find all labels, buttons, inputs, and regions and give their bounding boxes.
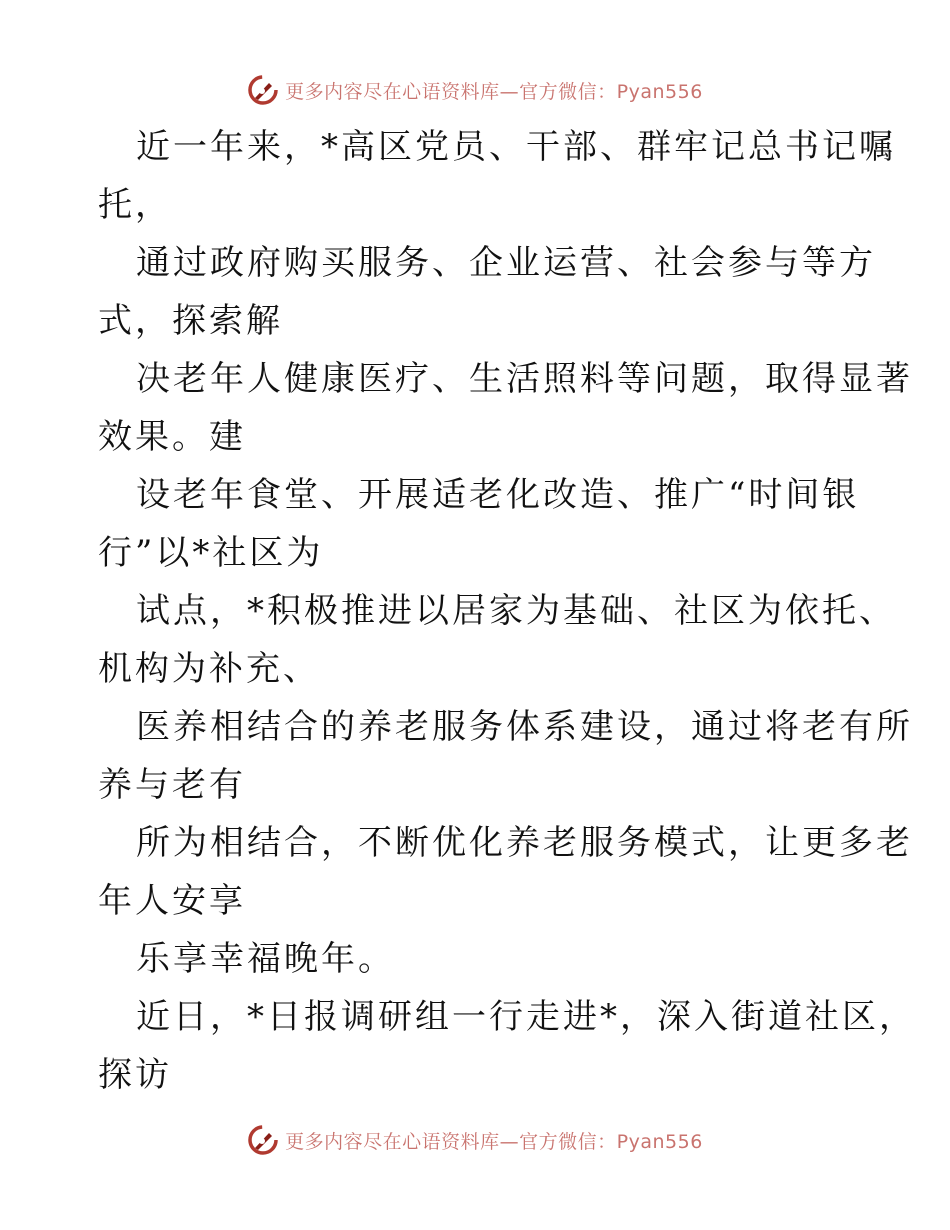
body-line: 近一年来，*高区党员、干部、群牢记总书记嘱: [136, 127, 896, 167]
body-line: 机构为补充、: [98, 649, 320, 689]
body-line: 近日，*日报调研组一行走进*，深入街道社区，: [136, 997, 916, 1037]
ink-brush-logo-icon: [247, 74, 279, 106]
body-line: 探访: [98, 1055, 172, 1095]
body-line: 决老年人健康医疗、生活照料等问题，取得显著: [136, 359, 913, 399]
ink-brush-logo-icon: [247, 1124, 279, 1156]
body-line: 试点，*积极推进以居家为基础、社区为依托、: [136, 591, 896, 631]
body-line: 行”以*社区为: [98, 533, 324, 573]
body-line: 通过政府购买服务、企业运营、社会参与等方: [136, 243, 876, 283]
document-body: [98, 118, 916, 1104]
body-line: 托，: [98, 185, 172, 225]
body-line: 年人安享: [98, 881, 246, 921]
body-line: 医养相结合的养老服务体系建设，通过将老有所: [136, 707, 913, 747]
body-line: 式，探索解: [98, 301, 283, 341]
page-header-watermark: [0, 70, 950, 110]
page-footer-watermark: [0, 1120, 950, 1160]
footer-text: 更多内容尽在心语资料库—官方微信：Pyan556: [285, 1130, 703, 1153]
body-line: 乐享幸福晚年。: [136, 939, 395, 979]
body-line: 所为相结合，不断优化养老服务模式，让更多老: [136, 823, 913, 863]
body-line: 养与老有: [98, 765, 246, 805]
header-text: 更多内容尽在心语资料库—官方微信：Pyan556: [285, 80, 703, 103]
body-line: 设老年食堂、开展适老化改造、推广“时间银: [136, 475, 860, 515]
body-line: 效果。建: [98, 417, 246, 457]
